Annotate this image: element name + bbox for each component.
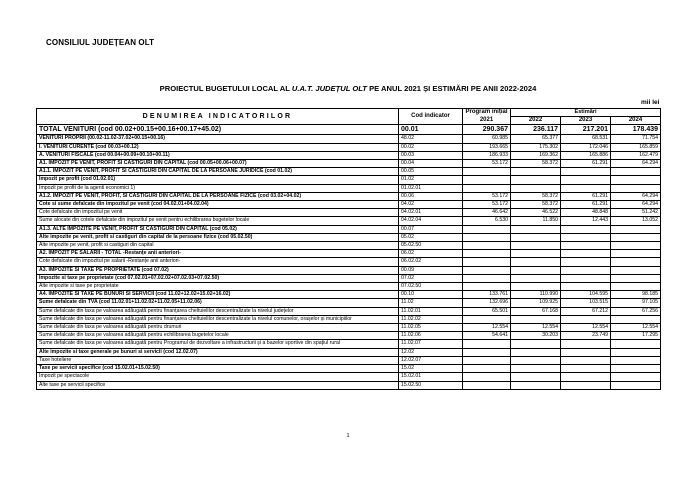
row-value-2024: 64.294 bbox=[611, 160, 661, 168]
row-code: 00.06 bbox=[399, 192, 463, 200]
row-value-2023: 61.291 bbox=[561, 201, 611, 209]
row-value-2024 bbox=[611, 283, 661, 291]
row-name: Sume alocate din cotele defalcate din impozitul pe venit pentru echilibrarea bugetelor locale bbox=[37, 217, 399, 225]
row-name: Sume defalcate din taxa pe valoarea adăugată pentru finanțarea cheltuielilor descentralizate la nivelul comunelor, orașelor și municipiilor bbox=[37, 315, 399, 323]
row-code: 00.09 bbox=[399, 266, 463, 274]
row-code: 04.02.04 bbox=[399, 217, 463, 225]
row-code: 00.05 bbox=[399, 168, 463, 176]
row-value-2024: 67.256 bbox=[611, 307, 661, 315]
row-value-2024 bbox=[611, 348, 661, 356]
table-row bbox=[37, 143, 661, 151]
row-value-2023 bbox=[561, 365, 611, 373]
row-value-2023 bbox=[561, 176, 611, 184]
row-code: 00.10 bbox=[399, 291, 463, 299]
table-row bbox=[37, 151, 661, 159]
row-name: Alte impozite si taxe generale pe bunuri si servicii (cod 12.02.07) bbox=[37, 348, 399, 356]
row-value-2021: 54.641 bbox=[463, 332, 511, 340]
row-name: Sume defalcate din taxa pe valoarea adăugată pentru finanțarea cheltuielilor descentralizate la nivelul județelor bbox=[37, 307, 399, 315]
row-value-2024 bbox=[611, 356, 661, 364]
row-value-2022 bbox=[511, 233, 561, 241]
row-value-2024 bbox=[611, 176, 661, 184]
header-denumirea: DENUMIREA INDICATORILOR bbox=[37, 109, 399, 125]
row-name: A1.3. ALTE IMPOZITE PE VENIT, PROFIT SI CASTIGURI DIN CAPITAL (cod 05.02) bbox=[37, 225, 399, 233]
row-value-2023 bbox=[561, 225, 611, 233]
row-value-2021 bbox=[463, 168, 511, 176]
row-value-2024 bbox=[611, 315, 661, 323]
row-value-2022 bbox=[511, 258, 561, 266]
row-value-2023 bbox=[561, 266, 611, 274]
row-code: 00.04 bbox=[399, 160, 463, 168]
row-value-2021 bbox=[463, 381, 511, 389]
row-value-2022 bbox=[511, 340, 561, 348]
row-value-2022 bbox=[511, 356, 561, 364]
row-value-2022: 46.522 bbox=[511, 209, 561, 217]
row-name: Sume defalcate din taxa pe valoarea adăugată pentru drumuri bbox=[37, 324, 399, 332]
table-row bbox=[37, 340, 661, 348]
header-program-initial: Program inițial 2021 bbox=[463, 109, 511, 125]
row-value-2024: 162.479 bbox=[611, 151, 661, 159]
table-body bbox=[37, 125, 661, 389]
row-code: 11.02.05 bbox=[399, 324, 463, 332]
row-code: 11.02 bbox=[399, 299, 463, 307]
row-value-2023 bbox=[561, 348, 611, 356]
budget-table bbox=[36, 108, 661, 390]
row-value-2022 bbox=[511, 348, 561, 356]
table-row bbox=[37, 283, 661, 291]
row-value-2023 bbox=[561, 315, 611, 323]
row-value-2023: 12.554 bbox=[561, 324, 611, 332]
table-row bbox=[37, 125, 661, 135]
table-row bbox=[37, 307, 661, 315]
row-value-2023: 12.443 bbox=[561, 217, 611, 225]
row-value-2023: 217.201 bbox=[561, 125, 611, 135]
row-code: 05.02 bbox=[399, 233, 463, 241]
row-code: 04.02.01 bbox=[399, 209, 463, 217]
row-value-2021 bbox=[463, 258, 511, 266]
page-number: 1 bbox=[346, 433, 350, 439]
row-value-2022: 169.362 bbox=[511, 151, 561, 159]
row-code: 06.02 bbox=[399, 250, 463, 258]
table-row bbox=[37, 201, 661, 209]
row-code: 48.02 bbox=[399, 135, 463, 143]
table-row bbox=[37, 192, 661, 200]
table-row bbox=[37, 209, 661, 217]
row-code: 11.02.02 bbox=[399, 315, 463, 323]
row-code: 15.02.50 bbox=[399, 381, 463, 389]
row-value-2021 bbox=[463, 242, 511, 250]
row-code: 15.02 bbox=[399, 365, 463, 373]
row-value-2022: 109.925 bbox=[511, 299, 561, 307]
row-value-2023: 67.212 bbox=[561, 307, 611, 315]
row-name: A4. IMPOZITE SI TAXE PE BUNURI SI SERVICII (cod 11.02+12.02+15.02+16.02) bbox=[37, 291, 399, 299]
row-value-2023 bbox=[561, 274, 611, 282]
row-name: TOTAL VENITURI (cod 00.02+00.15+00.16+00.17+45.02) bbox=[37, 125, 399, 135]
row-value-2022 bbox=[511, 315, 561, 323]
row-name: Cote si sume defalcate din impozitul pe venit (cod 04.02.01+04.02.04) bbox=[37, 201, 399, 209]
row-value-2022: 58.372 bbox=[511, 192, 561, 200]
row-value-2024 bbox=[611, 340, 661, 348]
table-row bbox=[37, 315, 661, 323]
row-name: I. VENITURI CURENTE (cod 00.03+00.12) bbox=[37, 143, 399, 151]
row-value-2024 bbox=[611, 266, 661, 274]
row-value-2021 bbox=[463, 225, 511, 233]
table-row bbox=[37, 168, 661, 176]
row-value-2022: 58.372 bbox=[511, 201, 561, 209]
row-value-2023: 103.515 bbox=[561, 299, 611, 307]
row-code: 15.02.01 bbox=[399, 373, 463, 381]
row-name: VENITURI PROPRII (00.02-11.02-37.02+00.15+00.16) bbox=[37, 135, 399, 143]
row-code: 01.02 bbox=[399, 176, 463, 184]
row-value-2021: 46.642 bbox=[463, 209, 511, 217]
row-code: 07.02.50 bbox=[399, 283, 463, 291]
row-name: Impozite si taxe pe proprietate (cod 07.02.01+07.02.02+07.02.03+07.02.50) bbox=[37, 274, 399, 282]
row-code: 11.02.07 bbox=[399, 340, 463, 348]
row-value-2023: 61.291 bbox=[561, 160, 611, 168]
row-code: 07.02 bbox=[399, 274, 463, 282]
row-value-2022 bbox=[511, 365, 561, 373]
row-name: Sume defalcate din TVA (cod 11.02.01+11.02.02+11.02.05+11.02.06) bbox=[37, 299, 399, 307]
row-code: 11.02.06 bbox=[399, 332, 463, 340]
row-name: Impozit pe profit (cod 01.02.01) bbox=[37, 176, 399, 184]
row-value-2021: 12.554 bbox=[463, 324, 511, 332]
row-code: 12.02.07 bbox=[399, 356, 463, 364]
row-value-2022 bbox=[511, 274, 561, 282]
row-value-2021 bbox=[463, 184, 511, 192]
row-code: 01.02.01 bbox=[399, 184, 463, 192]
row-value-2022: 65.377 bbox=[511, 135, 561, 143]
row-value-2022: 175.302 bbox=[511, 143, 561, 151]
row-code: 00.07 bbox=[399, 225, 463, 233]
table-row bbox=[37, 266, 661, 274]
council-name: CONSILIUL JUDEȚEAN OLT bbox=[46, 38, 155, 47]
title-entity: U.A.T. JUDEȚUL OLT bbox=[291, 84, 367, 93]
table-row bbox=[37, 242, 661, 250]
row-value-2024: 17.295 bbox=[611, 332, 661, 340]
row-value-2023 bbox=[561, 283, 611, 291]
row-value-2023 bbox=[561, 356, 611, 364]
row-code: 00.01 bbox=[399, 125, 463, 135]
row-value-2024: 178.439 bbox=[611, 125, 661, 135]
row-name: Sume defalcate din taxa pe valoarea adăugată pentru echilibrarea bugetelor locale bbox=[37, 332, 399, 340]
header-year-2023: 2023 bbox=[561, 117, 611, 125]
row-value-2021 bbox=[463, 250, 511, 258]
table-row bbox=[37, 332, 661, 340]
row-value-2023: 61.291 bbox=[561, 192, 611, 200]
row-value-2024 bbox=[611, 381, 661, 389]
row-value-2021 bbox=[463, 266, 511, 274]
header-year-2022: 2022 bbox=[511, 117, 561, 125]
row-value-2022 bbox=[511, 176, 561, 184]
row-value-2021 bbox=[463, 274, 511, 282]
row-value-2021 bbox=[463, 373, 511, 381]
row-name: A1.2. IMPOZIT PE VENIT, PROFIT, SI CASTIGURI DIN CAPITAL DE LA PERSOANE FIZICE (cod 03.02+04.02) bbox=[37, 192, 399, 200]
row-name: Impozit pe spectacole bbox=[37, 373, 399, 381]
row-code: 00.03 bbox=[399, 151, 463, 159]
table-row bbox=[37, 356, 661, 364]
row-value-2024: 71.754 bbox=[611, 135, 661, 143]
table-row bbox=[37, 348, 661, 356]
table-row bbox=[37, 176, 661, 184]
table-row bbox=[37, 291, 661, 299]
row-value-2021 bbox=[463, 315, 511, 323]
row-code: 12.02 bbox=[399, 348, 463, 356]
row-value-2023: 104.595 bbox=[561, 291, 611, 299]
row-value-2024 bbox=[611, 242, 661, 250]
row-name: Alte impozite si taxe pe proprietate bbox=[37, 283, 399, 291]
row-value-2023 bbox=[561, 233, 611, 241]
row-value-2024 bbox=[611, 233, 661, 241]
table-row bbox=[37, 274, 661, 282]
row-value-2022 bbox=[511, 381, 561, 389]
row-value-2021: 133.761 bbox=[463, 291, 511, 299]
row-value-2021: 60.985 bbox=[463, 135, 511, 143]
row-value-2022: 12.554 bbox=[511, 324, 561, 332]
row-value-2021 bbox=[463, 176, 511, 184]
row-value-2022 bbox=[511, 373, 561, 381]
row-value-2024: 12.554 bbox=[611, 324, 661, 332]
row-value-2022: 236.117 bbox=[511, 125, 561, 135]
row-name: Alte impozite pe venit, profit si castiguri din capital bbox=[37, 242, 399, 250]
row-value-2022: 30.203 bbox=[511, 332, 561, 340]
row-value-2024: 97.105 bbox=[611, 299, 661, 307]
row-name: A1.1. IMPOZIT PE VENIT, PROFIT SI CASTIGURI DIN CAPITAL DE LA PERSOANE JURIDICE (cod 01.02) bbox=[37, 168, 399, 176]
table-row bbox=[37, 160, 661, 168]
row-name: Cote defalcate din impozitul pe salarii -Restanțe anii anteriori- bbox=[37, 258, 399, 266]
row-value-2022 bbox=[511, 168, 561, 176]
row-value-2022 bbox=[511, 225, 561, 233]
row-value-2021: 186.933 bbox=[463, 151, 511, 159]
row-value-2023: 23.749 bbox=[561, 332, 611, 340]
table-row bbox=[37, 365, 661, 373]
row-name: A1. IMPOZIT PE VENIT, PROFIT SI CASTIGURI DIN CAPITAL (cod 00.05+00.06+00.07) bbox=[37, 160, 399, 168]
row-code: 00.02 bbox=[399, 143, 463, 151]
row-value-2023 bbox=[561, 250, 611, 258]
row-value-2021: 132.696 bbox=[463, 299, 511, 307]
table-row bbox=[37, 217, 661, 225]
header-estimari: Estimări bbox=[511, 109, 661, 117]
table-row bbox=[37, 135, 661, 143]
row-name: Taxe pe servicii specifice (cod 15.02.01+15.02.50) bbox=[37, 365, 399, 373]
row-value-2023: 165.886 bbox=[561, 151, 611, 159]
row-code: 05.02.50 bbox=[399, 242, 463, 250]
row-value-2023 bbox=[561, 184, 611, 192]
table-header bbox=[37, 109, 661, 125]
row-value-2021 bbox=[463, 348, 511, 356]
row-value-2024: 98.185 bbox=[611, 291, 661, 299]
row-value-2024: 165.859 bbox=[611, 143, 661, 151]
row-value-2023 bbox=[561, 373, 611, 381]
row-value-2023: 68.531 bbox=[561, 135, 611, 143]
row-code: 04.02 bbox=[399, 201, 463, 209]
row-value-2024 bbox=[611, 250, 661, 258]
row-value-2024 bbox=[611, 225, 661, 233]
table-row bbox=[37, 373, 661, 381]
title-suffix: PE ANUL 2021 ȘI ESTIMĂRI PE ANII 2022-2024 bbox=[369, 84, 537, 93]
row-value-2023: 48.848 bbox=[561, 209, 611, 217]
row-value-2023: 172.046 bbox=[561, 143, 611, 151]
table-row bbox=[37, 184, 661, 192]
row-value-2022 bbox=[511, 266, 561, 274]
row-value-2024 bbox=[611, 274, 661, 282]
header-cod-indicator: Cod indicator bbox=[399, 109, 463, 125]
title-prefix: PROIECTUL BUGETULUI LOCAL AL bbox=[159, 84, 290, 93]
row-value-2023 bbox=[561, 242, 611, 250]
row-value-2022 bbox=[511, 242, 561, 250]
table-row bbox=[37, 299, 661, 307]
row-value-2022 bbox=[511, 184, 561, 192]
table-row bbox=[37, 381, 661, 389]
table-row bbox=[37, 233, 661, 241]
table-row bbox=[37, 250, 661, 258]
row-value-2023 bbox=[561, 381, 611, 389]
row-name: Taxe hoteliere bbox=[37, 356, 399, 364]
row-value-2022: 67.168 bbox=[511, 307, 561, 315]
row-code: 06.02.02 bbox=[399, 258, 463, 266]
header-year-2024: 2024 bbox=[611, 117, 661, 125]
row-value-2022: 110.990 bbox=[511, 291, 561, 299]
row-name: Cote defalcate din impozitul pe venit bbox=[37, 209, 399, 217]
row-value-2022: 11.850 bbox=[511, 217, 561, 225]
row-value-2022: 58.372 bbox=[511, 160, 561, 168]
row-value-2024 bbox=[611, 184, 661, 192]
row-value-2021: 6.530 bbox=[463, 217, 511, 225]
row-value-2021: 53.172 bbox=[463, 201, 511, 209]
row-name: Alte taxe pe servicii specifice bbox=[37, 381, 399, 389]
row-value-2022 bbox=[511, 283, 561, 291]
row-value-2024: 64.294 bbox=[611, 201, 661, 209]
row-name: A2. IMPOZIT PE SALARII - TOTAL -Restanțe anii anteriori- bbox=[37, 250, 399, 258]
row-value-2021 bbox=[463, 233, 511, 241]
row-value-2021: 193.665 bbox=[463, 143, 511, 151]
unit-label: mii lei bbox=[641, 99, 660, 106]
row-value-2023 bbox=[561, 340, 611, 348]
row-value-2024 bbox=[611, 258, 661, 266]
row-name: A. VENITURI FISCALE (cod 00.04+00.09+00.10+00.11) bbox=[37, 151, 399, 159]
row-value-2024 bbox=[611, 365, 661, 373]
row-value-2024: 51.242 bbox=[611, 209, 661, 217]
row-name: A3. IMPOZITE SI TAXE PE PROPRIETATE (cod 07.02) bbox=[37, 266, 399, 274]
row-value-2023 bbox=[561, 168, 611, 176]
row-name: Sume defalcate din taxa pe valoarea adăugată pentru Programul de dezvoltare a infrastructurii și a bazelor sportive din spațiul rural bbox=[37, 340, 399, 348]
row-code: 11.02.01 bbox=[399, 307, 463, 315]
table-row bbox=[37, 225, 661, 233]
row-value-2021 bbox=[463, 283, 511, 291]
row-value-2023 bbox=[561, 258, 611, 266]
row-value-2021 bbox=[463, 340, 511, 348]
row-value-2024 bbox=[611, 373, 661, 381]
table-row bbox=[37, 258, 661, 266]
row-value-2024: 64.294 bbox=[611, 192, 661, 200]
row-value-2021: 65.501 bbox=[463, 307, 511, 315]
row-value-2021 bbox=[463, 365, 511, 373]
document-title bbox=[0, 84, 696, 93]
row-value-2021: 53.172 bbox=[463, 192, 511, 200]
row-value-2024 bbox=[611, 168, 661, 176]
row-name: Alte impozite pe venit, profit si castiguri din capital de la persoane fizice (cod 05.02.50) bbox=[37, 233, 399, 241]
row-value-2021 bbox=[463, 356, 511, 364]
row-value-2022 bbox=[511, 250, 561, 258]
row-value-2024: 13.052 bbox=[611, 217, 661, 225]
table-row bbox=[37, 324, 661, 332]
row-value-2021: 290.367 bbox=[463, 125, 511, 135]
row-value-2021: 53.172 bbox=[463, 160, 511, 168]
row-name: Impozit pe profit de la agenti economici 1) bbox=[37, 184, 399, 192]
